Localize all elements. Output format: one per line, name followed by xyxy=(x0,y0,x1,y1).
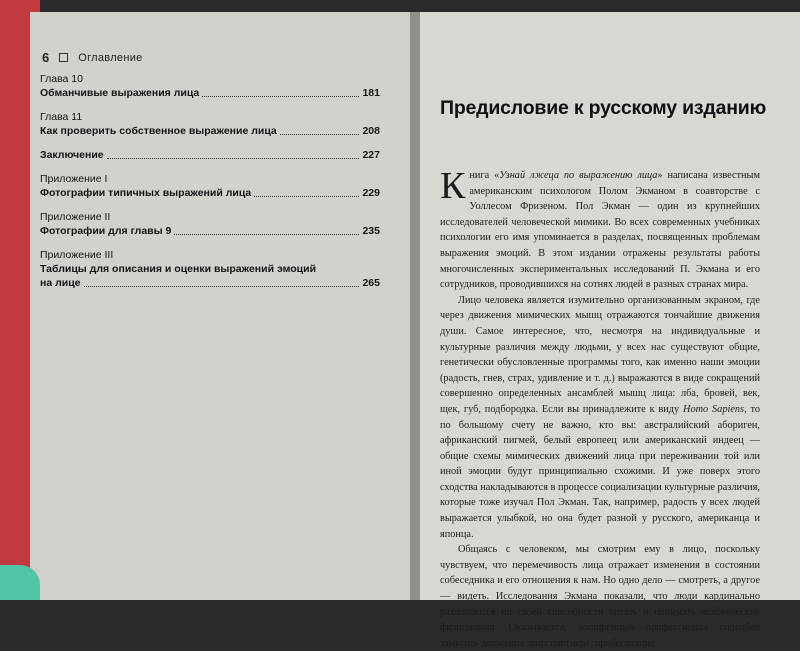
book-gutter xyxy=(410,12,420,600)
toc-page: 181 xyxy=(362,87,380,99)
toc-entry xyxy=(40,172,380,200)
toc-chapter: Приложение III xyxy=(40,249,114,261)
toc-leader xyxy=(254,196,359,197)
toc-title: Заключение xyxy=(40,149,104,161)
preface-body xyxy=(440,165,760,651)
toc-leader xyxy=(280,134,360,135)
toc-line xyxy=(40,86,380,100)
toc-page: 227 xyxy=(362,149,380,161)
fingertip xyxy=(0,565,40,600)
toc-title-line: Таблицы для описания и оценки выражений эмоций xyxy=(40,263,317,275)
toc-line xyxy=(40,124,380,138)
toc-page: 208 xyxy=(362,125,380,137)
toc-title: Фотографии типичных выражений лица xyxy=(40,187,252,199)
toc-title: Как проверить собственное выражение лица xyxy=(40,125,277,137)
book-title: Узнай лжеца по выражению лица xyxy=(499,170,658,181)
paragraph: Общаясь с человеком, мы смотрим ему в лицо, поскольку чувствуем, что перемечивость лица отражает изменения в состоянии собеседника и его отношения к нам. Но одно дело — смотреть, а другое — видеть. Исследования Экмана показали, что люди кардинально различаются по своей способности читать и понимать человеческие физиономии. Оказывается, изощренный профессионал способен заметить движения лица партнера, пробегающие xyxy=(440,544,760,649)
toc-chapter: Глава 10 xyxy=(40,73,83,85)
toc-chapter: Приложение II xyxy=(40,211,111,223)
running-header xyxy=(42,50,143,65)
page-number: 6 xyxy=(42,50,50,65)
toc-line xyxy=(40,186,380,200)
toc-title: Обманчивые выражения лица xyxy=(40,87,200,99)
toc-leader xyxy=(107,158,360,159)
paragraph xyxy=(440,165,760,293)
text-run: Лицо человека является изумительно организованным экраном, где через движения мимических мышц отражаются тончайшие движения души. Самое интересное, что, несмотря на индивидуальные и культурные различия между людьми, у всех нас существуют общие, генетически обусловленные программы того, как именно наши эмоции (радость, гнев, страх, удивление и т. д.) выражаются в виде сокращений совершенно определенных ансамблей мышц лица: лба, бровей, век, щек, губ, подбородка. Если вы принадлежите к виду xyxy=(440,294,760,415)
toc-leader xyxy=(84,286,360,287)
text-run: нига « xyxy=(469,170,500,181)
toc-entry xyxy=(40,110,380,138)
running-head-title: Оглавление xyxy=(78,51,143,64)
species-name: Homo Sapiens xyxy=(683,403,745,415)
toc-page: 229 xyxy=(362,187,380,199)
toc-leader xyxy=(174,234,359,235)
toc-chapter: Приложение I xyxy=(40,173,108,185)
toc-chapter: Глава 11 xyxy=(40,111,83,123)
text-run: , то по большому счету не важно, кто вы: австралийский абориген, африканский пигмей, белый европеец или американский индеец — общие схемы мимических движений лица при переживании той или иной эмоции будут принципиально схожими. И уже поверх этого сходства накладываются в процессе социализации культурные различия, которые тоже изучал Пол Экман. Так, например, радость у всех людей выражается улыбкой, но она будет разной у русского, американца и японца. xyxy=(440,403,760,540)
paragraph xyxy=(440,293,760,543)
toc-title: Фотографии для главы 9 xyxy=(40,225,172,237)
toc-line xyxy=(40,224,380,238)
toc-title: на лице xyxy=(40,277,81,289)
preface-title: Предисловие к русскому изданию xyxy=(440,97,767,119)
toc-entry xyxy=(40,210,380,238)
toc-entry xyxy=(40,72,380,100)
text-run: » написана известным американским психологом Полом Экманом в соавторстве с Уоллесом Фризеном. Пол Экман — один из крупнейших исследователей человеческой мимики. Во всех современных учебниках психологии его имя упоминается в разделах, посвященных проблемам выражения эмоций. В этом издании отражены результаты работы многочисленных экспериментальных исследований П. Экмана и его сотрудников, проводившихся на сотнях людей в разных странах мира. xyxy=(440,170,760,291)
table-of-contents xyxy=(40,72,380,300)
toc-leader xyxy=(202,96,359,97)
toc-entry xyxy=(40,248,380,290)
toc-page: 265 xyxy=(362,277,380,289)
toc-line xyxy=(40,148,380,162)
toc-entry xyxy=(40,148,380,162)
toc-line xyxy=(40,276,380,290)
toc-page: 235 xyxy=(362,225,380,237)
square-bullet-icon xyxy=(59,53,68,62)
drop-cap: К xyxy=(440,165,466,207)
